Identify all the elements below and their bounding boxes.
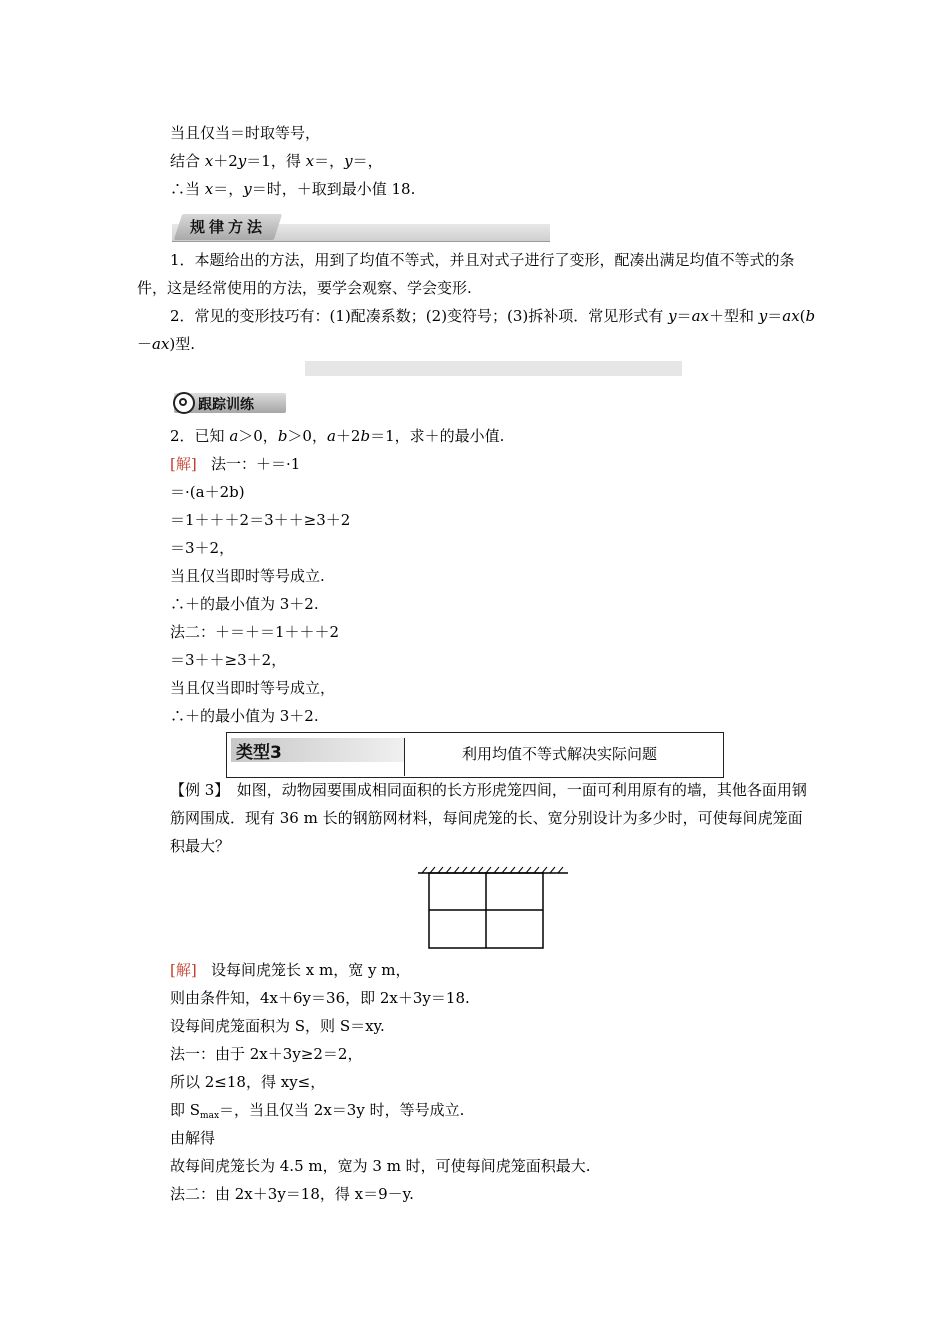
- text-fragment: ＋2: [335, 427, 361, 445]
- math-var: y: [758, 307, 768, 325]
- text-fragment: ＝，: [213, 180, 244, 198]
- solution-line: 法二：＋＝＋＝1＋＋＋2: [170, 623, 340, 641]
- solution-line: [170, 454, 300, 474]
- method-paragraph-2: [137, 302, 817, 358]
- solution-line: ∴＋的最小值为 3＋2.: [170, 595, 319, 613]
- solution-line: 法二：由 2x＋3y＝18，得 x＝9－y.: [170, 1185, 414, 1203]
- text-fragment: ＝，: [314, 152, 345, 170]
- solution-line: ＝3＋＋≥3＋2，: [170, 651, 287, 669]
- type-tag-divider: [404, 738, 405, 776]
- math-var: y: [344, 152, 353, 170]
- divider-bar: [305, 361, 682, 376]
- text-fragment: ＞0，: [238, 427, 278, 445]
- cage-figure: [418, 864, 568, 950]
- math-var: y: [243, 180, 252, 198]
- text-fragment: )型.: [169, 335, 196, 353]
- text-fragment: ＝: [676, 307, 692, 325]
- solution-line: ＝·(a＋2b): [170, 483, 245, 501]
- text-line: [170, 179, 415, 199]
- text-fragment: －: [137, 335, 153, 353]
- type-label: 类型3: [236, 743, 282, 763]
- math-var: x: [305, 152, 315, 170]
- section-banner-method: 规律方法: [190, 218, 267, 236]
- solution-line: 故每间虎笼长为 4.5 m，宽为 3 m 时，可使每间虎笼面积最大.: [170, 1157, 591, 1175]
- solution-line: 由解得: [170, 1129, 216, 1147]
- solution-line: 当且仅当即时等号成立.: [170, 567, 325, 585]
- text-line: 当且仅当＝时取等号，: [170, 124, 321, 142]
- math-var: ax: [691, 307, 709, 325]
- text-fragment: ＋2: [213, 152, 238, 170]
- type-title: 利用均值不等式解决实际问题: [462, 745, 658, 763]
- math-var: x: [204, 180, 214, 198]
- solution-line: 设每间虎笼面积为 S，则 S＝xy.: [170, 1017, 385, 1035]
- solution-line: [170, 1100, 464, 1126]
- math-var: y: [668, 307, 677, 325]
- text-fragment: 2．已知: [170, 427, 230, 445]
- solution-line: 则由条件知，4x＋6y＝36，即 2x＋3y＝18.: [170, 989, 470, 1007]
- wall-hatching: [422, 867, 563, 873]
- text-fragment: ＋型和: [708, 307, 759, 325]
- text-fragment: ＞0，: [287, 427, 327, 445]
- math-var: ax: [152, 335, 170, 353]
- text-fragment: ＝: [767, 307, 783, 325]
- solution-line: 所以 2≤18，得 xy≤，: [170, 1073, 326, 1091]
- text-fragment: ＝1，得: [246, 152, 306, 170]
- subscript: max: [200, 1111, 220, 1121]
- solution-line: ＝1＋＋＋2＝3＋＋≥3＋2: [170, 511, 351, 529]
- solution-line: [170, 960, 411, 980]
- math-var: a: [326, 427, 336, 445]
- target-icon: [173, 392, 195, 414]
- text-fragment: ∴当: [170, 180, 205, 198]
- text-fragment: 设每间虎笼长 x m，宽 y m，: [211, 961, 411, 979]
- math-var: ax: [782, 307, 800, 325]
- text-fragment: 即 S: [170, 1101, 201, 1119]
- method-paragraph-1: 1．本题给出的方法，用到了均值不等式，并且对式子进行了变形，配凑出满足均值不等式的条件，这是经常使用的方法，要学会观察、学会变形.: [137, 251, 795, 297]
- solution-line: ＝3＋2，: [170, 539, 235, 557]
- text-fragment: ＝，当且仅当 2x＝3y 时，等号成立.: [219, 1101, 465, 1119]
- solution-line: ∴＋的最小值为 3＋2.: [170, 707, 319, 725]
- text-fragment: ＝，: [352, 152, 383, 170]
- solution-tag: [解]: [170, 455, 197, 473]
- solution-line: 当且仅当即时等号成立，: [170, 679, 336, 697]
- text-fragment: (: [799, 307, 806, 325]
- solution-line: 法一：由于 2x＋3y≥2＝2，: [170, 1045, 363, 1063]
- text-line: [170, 151, 383, 171]
- text-fragment: ＝1，求＋的最小值.: [370, 427, 505, 445]
- text-fragment: ＝时，＋取到最小值 18.: [251, 180, 416, 198]
- math-var: b: [360, 427, 371, 445]
- math-var: a: [229, 427, 239, 445]
- question-line: [170, 426, 504, 446]
- section-banner-tracking: 跟踪训练: [198, 397, 254, 413]
- math-var: y: [237, 152, 247, 170]
- math-var: b: [805, 307, 816, 325]
- text-fragment: 法一：＋＝·1: [211, 455, 301, 473]
- math-var: b: [277, 427, 288, 445]
- solution-tag: [解]: [170, 961, 197, 979]
- text-fragment: 2．常见的变形技巧有：(1)配凑系数；(2)变符号；(3)拆补项．常见形式有: [170, 307, 669, 325]
- example-paragraph: 【例 3】 如图，动物园要围成相同面积的长方形虎笼四间，一面可利用原有的墙，其他各面用钢筋网围成．现有 36 m 长的钢筋网材料，每间虎笼的长、宽分别设计为多少时，可使每间虎笼面积最大？: [170, 781, 807, 855]
- math-var: x: [204, 152, 214, 170]
- text-fragment: 结合: [170, 152, 205, 170]
